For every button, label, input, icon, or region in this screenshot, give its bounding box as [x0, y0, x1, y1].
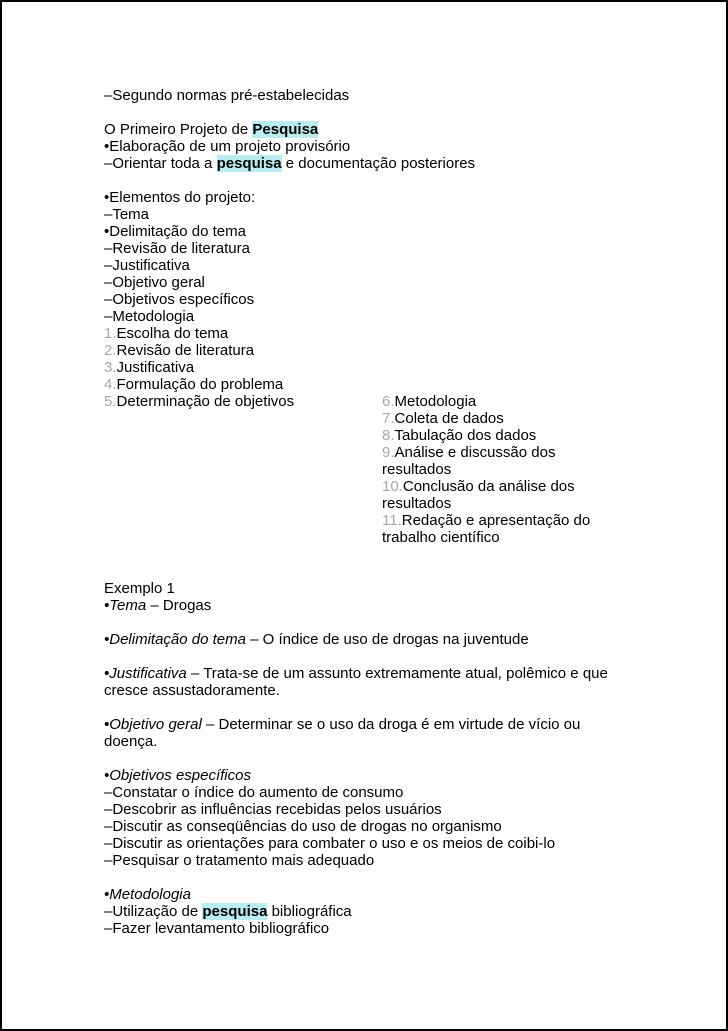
delimitacao-text: – O índice de uso de drogas na juventude	[245, 631, 529, 648]
paragraph-objetivo-geral	[104, 716, 644, 750]
objetivo-especifico-item	[104, 818, 644, 835]
line-metodologia-heading	[104, 886, 644, 903]
objetivos-especificos-label: •Objetivos específicos	[104, 767, 251, 784]
step-text: Redação e apresentação do	[401, 512, 591, 529]
line-tema	[104, 597, 644, 614]
example-title-text: Exemplo 1	[104, 580, 175, 597]
metodologia-item2-text: –Fazer levantamento bibliográfico	[104, 920, 330, 937]
line-first-project-title	[104, 121, 644, 138]
element-item	[104, 308, 644, 325]
step-number: 10.	[382, 478, 403, 495]
objetivo-especifico-text: –Descobrir as influências recebidas pelos usuários	[104, 801, 442, 818]
step-item	[104, 359, 644, 376]
title-highlight: Pesquisa	[252, 121, 319, 138]
line-elements-heading	[104, 189, 644, 206]
step-text: Formulação do problema	[116, 376, 284, 393]
step-number: 5.	[104, 393, 117, 410]
blank-line	[104, 750, 644, 767]
step-text: Tabulação dos dados	[394, 427, 537, 444]
step-text: Justificativa	[116, 359, 195, 376]
element-item	[104, 291, 644, 308]
step-text: Coleta de dados	[394, 410, 504, 427]
element-item-text: –Justificativa	[104, 257, 190, 274]
tema-label: •Tema	[104, 597, 147, 614]
step-number: 9.	[382, 444, 395, 461]
step-item	[382, 410, 590, 427]
blank-line	[104, 648, 644, 665]
step-number: 4.	[104, 376, 117, 393]
document-content	[104, 87, 644, 937]
step-number: 1.	[104, 325, 117, 342]
elaboracao-text: •Elaboração de um projeto provisório	[104, 138, 351, 155]
step-item	[382, 512, 590, 546]
objetivo-especifico-text: –Pesquisar o tratamento mais adequado	[104, 852, 375, 869]
tema-text: – Drogas	[146, 597, 212, 614]
step-item	[104, 342, 644, 359]
line-norms	[104, 87, 644, 104]
objetivo-especifico-item	[104, 835, 644, 852]
metodologia-item-levantamento	[104, 920, 644, 937]
line-elaboracao	[104, 138, 644, 155]
element-item	[104, 240, 644, 257]
blank-line	[104, 614, 644, 631]
justificativa-line2: cresce assustadoramente.	[104, 682, 280, 699]
steps-two-column-section	[104, 325, 644, 546]
element-item	[104, 257, 644, 274]
metodologia-item1-pre: –Utilização de	[104, 903, 203, 920]
objetivo-especifico-text: –Discutir as conseqüências do uso de drogas no organismo	[104, 818, 502, 835]
step-item	[382, 427, 590, 444]
title-text: O Primeiro Projeto de	[104, 121, 253, 138]
blank-line	[104, 172, 644, 189]
blank-lines	[104, 546, 644, 580]
element-item-text: –Metodologia	[104, 308, 195, 325]
step-number: 8.	[382, 427, 395, 444]
line-orientar	[104, 155, 644, 172]
step-text-wrap: trabalho científico	[382, 529, 500, 546]
step-number: 3.	[104, 359, 117, 376]
step-item	[382, 478, 590, 512]
element-item-text: –Tema	[104, 206, 150, 223]
step-item	[104, 325, 644, 342]
objetivo-geral-line1: – Determinar se o uso da droga é em virtude de vício ou	[201, 716, 581, 733]
step-number: 11.	[382, 512, 402, 529]
objetivo-especifico-item	[104, 801, 644, 818]
element-item-text: –Objetivos específicos	[104, 291, 255, 308]
line-objetivos-especificos-heading	[104, 767, 644, 784]
norms-text: –Segundo normas pré-estabelecidas	[104, 87, 350, 104]
justificativa-line1: – Trata-se de um assunto extremamente atual, polêmico e que	[186, 665, 608, 682]
element-item-text: •Delimitação do tema	[104, 223, 246, 240]
step-item	[382, 444, 590, 478]
objetivo-especifico-text: –Constatar o índice do aumento de consumo	[104, 784, 404, 801]
step-text: Conclusão da análise dos	[402, 478, 575, 495]
step-number: 6.	[382, 393, 395, 410]
step-item	[104, 376, 644, 393]
objetivo-geral-label: •Objetivo geral	[104, 716, 202, 733]
blank-line	[104, 104, 644, 121]
element-item	[104, 206, 644, 223]
objetivo-especifico-item	[104, 784, 644, 801]
orientar-pre: –Orientar toda a	[104, 155, 217, 172]
metodologia-item-utilizacao	[104, 903, 644, 920]
orientar-post: e documentação posteriores	[281, 155, 476, 172]
step-text-wrap: resultados	[382, 461, 452, 478]
elements-heading-text: •Elementos do projeto:	[104, 189, 256, 206]
element-item	[104, 274, 644, 291]
blank-line	[104, 869, 644, 886]
element-item-text: –Revisão de literatura	[104, 240, 250, 257]
step-item	[382, 393, 590, 410]
step-text: Determinação de objetivos	[116, 393, 295, 410]
justificativa-label: •Justificativa	[104, 665, 187, 682]
metodologia-item1-post: bibliográfica	[267, 903, 352, 920]
objetivo-especifico-item	[104, 852, 644, 869]
line-delimitacao	[104, 631, 644, 648]
line-example-title	[104, 580, 644, 597]
paragraph-justificativa	[104, 665, 644, 699]
step-text: Metodologia	[394, 393, 477, 410]
delimitacao-label: •Delimitação do tema	[104, 631, 246, 648]
element-item-text: –Objetivo geral	[104, 274, 205, 291]
metodologia-item1-highlight: pesquisa	[202, 903, 268, 920]
step-text-wrap: resultados	[382, 495, 452, 512]
steps-right-column	[382, 393, 590, 546]
step-text: Análise e discussão dos	[394, 444, 556, 461]
element-item	[104, 223, 644, 240]
step-number: 7.	[382, 410, 395, 427]
blank-line	[104, 699, 644, 716]
step-text: Revisão de literatura	[116, 342, 255, 359]
step-text: Escolha do tema	[116, 325, 229, 342]
objetivo-geral-line2: doença.	[104, 733, 158, 750]
orientar-highlight: pesquisa	[216, 155, 282, 172]
metodologia-label: •Metodologia	[104, 886, 191, 903]
step-number: 2.	[104, 342, 117, 359]
objetivo-especifico-text: –Discutir as orientações para combater o uso e os meios de coibi-lo	[104, 835, 556, 852]
